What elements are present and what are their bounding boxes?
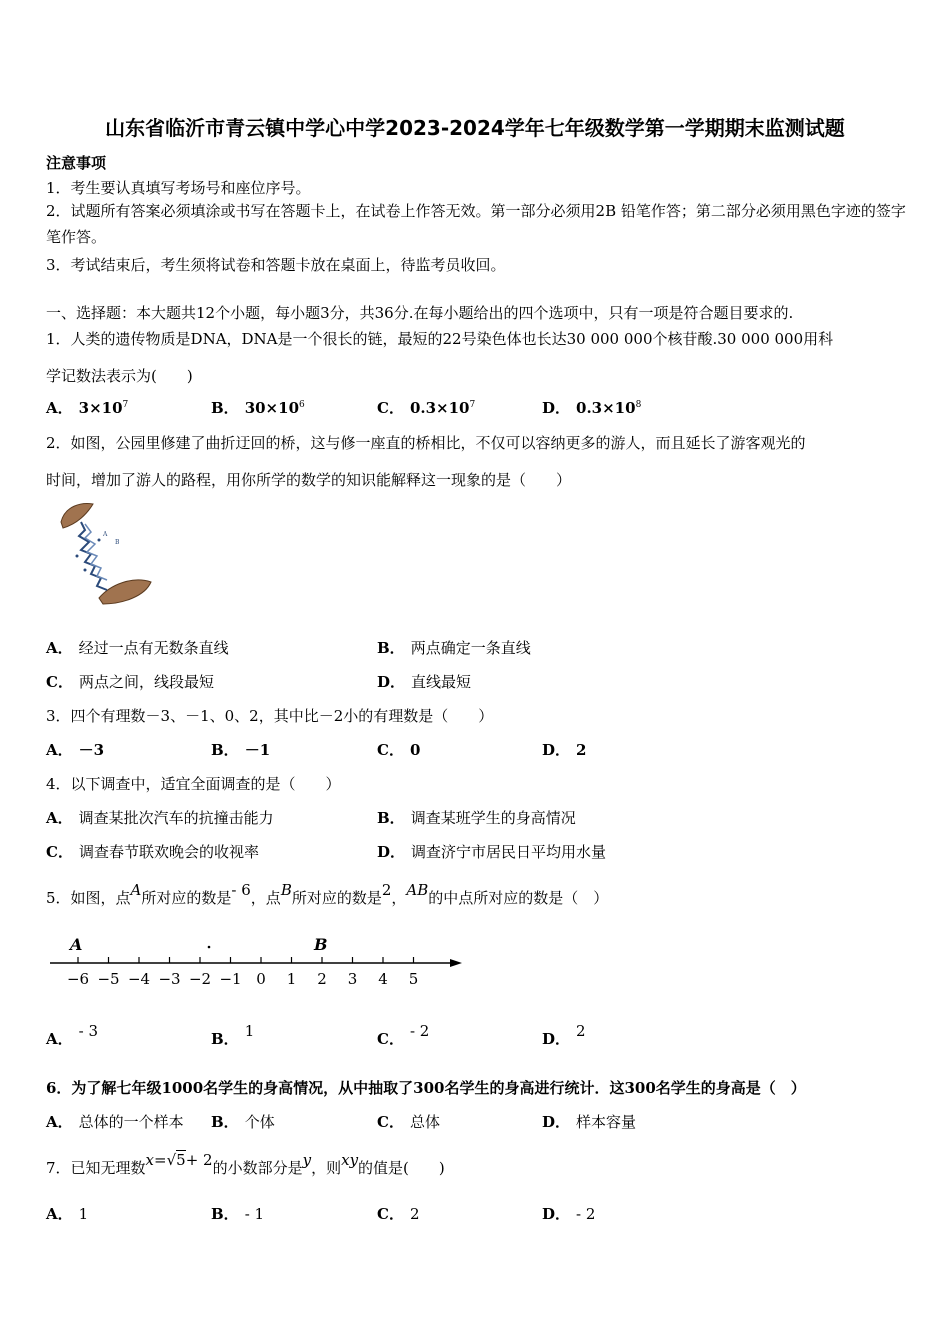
q1-option-b[interactable] xyxy=(211,397,305,418)
option-letter: C． xyxy=(46,673,73,691)
option-exponent: 7 xyxy=(122,400,129,410)
bank-bottom xyxy=(99,580,151,604)
segment-ab: AB xyxy=(406,881,429,899)
q4-option-b[interactable] xyxy=(377,807,576,828)
q2-option-a[interactable] xyxy=(46,637,229,658)
q3-option-c[interactable] xyxy=(377,739,420,760)
page-title: 山东省临沂市青云镇中学心中学2023-2024学年七年级数学第一学期期末监测试题 xyxy=(105,116,845,140)
option-text: 调查某班学生的身高情况 xyxy=(410,809,576,827)
visitor-dot xyxy=(84,569,87,572)
formula-radicand: 5 xyxy=(176,1151,186,1169)
notice-heading: 注意事项 xyxy=(46,154,107,172)
point-a: A xyxy=(130,881,142,899)
option-letter: B． xyxy=(211,1113,239,1131)
option-text: 总体 xyxy=(409,1113,440,1131)
bridge-figure xyxy=(55,500,155,605)
notice-item-2: 2．试题所有答案必须填涂或书写在答题卡上，在试卷上作答无效。第一部分必须用2B 铅笔作答；第二部分必须用黑色字迹的签字笔作答。 xyxy=(46,202,906,246)
option-letter: A． xyxy=(46,741,73,759)
tick-label: 2 xyxy=(317,970,327,988)
option-text: 2 xyxy=(576,1022,586,1040)
tick-label: 5 xyxy=(408,970,419,988)
q5-option-d[interactable] xyxy=(542,1022,586,1049)
option-letter: D． xyxy=(377,673,406,691)
q1-option-c[interactable] xyxy=(377,397,475,418)
q1-stem-line2: 学记数法表示为( ) xyxy=(46,367,193,385)
option-letter: C． xyxy=(46,843,73,861)
q3-option-d[interactable] xyxy=(542,739,586,760)
option-text: 2 xyxy=(409,1205,420,1223)
tick-label: −2 xyxy=(188,970,212,988)
q5-text: 所对应的数是 xyxy=(291,889,382,907)
q7-text: 的小数部分是 xyxy=(212,1159,303,1177)
value-b: 2 xyxy=(381,881,392,899)
q4-option-c[interactable] xyxy=(46,841,259,862)
q3-stem: 3．四个有理数－3、－1、0、2，其中比－2小的有理数是（ ） xyxy=(46,707,494,725)
tick-label: −6 xyxy=(66,970,90,988)
tick-label: −4 xyxy=(127,970,151,988)
q1-option-a[interactable] xyxy=(46,397,128,418)
formula-x: x xyxy=(145,1151,155,1169)
label-a: A xyxy=(70,935,83,954)
q7-stem xyxy=(46,1151,445,1178)
bank-top xyxy=(61,504,93,528)
q7-text: 的值是( ) xyxy=(358,1159,445,1177)
tick-label: 0 xyxy=(256,970,266,988)
option-base: 0.3×10 xyxy=(576,399,636,417)
option-letter: B． xyxy=(211,741,239,759)
option-letter: B． xyxy=(211,1030,239,1048)
option-text: 直线最短 xyxy=(411,673,472,691)
number-line xyxy=(46,930,466,995)
option-letter: D． xyxy=(542,1113,571,1131)
option-text: 调查春节联欢晚会的收视率 xyxy=(78,843,259,861)
q6-option-c[interactable] xyxy=(377,1111,440,1132)
option-exponent: 8 xyxy=(635,400,642,410)
tick-label: 1 xyxy=(286,970,297,988)
q5-option-a[interactable] xyxy=(46,1022,99,1049)
option-letter: A． xyxy=(46,639,73,657)
option-text: 个体 xyxy=(244,1113,275,1131)
q6-option-a[interactable] xyxy=(46,1111,184,1132)
visitor-dot xyxy=(98,539,101,542)
option-text: 调查济宁市居民日平均用水量 xyxy=(411,843,607,861)
q2-option-d[interactable] xyxy=(377,671,471,692)
q5-option-b[interactable] xyxy=(211,1022,255,1049)
midpoint-dot xyxy=(208,946,211,949)
number-line-arrow xyxy=(450,959,462,967)
option-letter: A． xyxy=(46,1030,73,1048)
q5-text: ，点 xyxy=(250,889,281,907)
option-letter: A． xyxy=(46,809,73,827)
q7-text: ，则 xyxy=(311,1159,342,1177)
q5-text: 所对应的数是 xyxy=(141,889,232,907)
option-letter: C． xyxy=(377,1113,404,1131)
q7-option-b[interactable] xyxy=(211,1203,264,1224)
q4-stem: 4．以下调查中，适宜全面调查的是（ ） xyxy=(46,775,341,793)
option-exponent: 7 xyxy=(469,400,476,410)
option-text: - 2 xyxy=(409,1022,430,1040)
tick-label: −1 xyxy=(219,970,242,988)
option-text: - 1 xyxy=(244,1205,265,1223)
option-letter: C． xyxy=(377,1205,404,1223)
option-base: 30×10 xyxy=(244,399,300,417)
option-letter: C． xyxy=(377,1030,404,1048)
q7-text: 7．已知无理数 xyxy=(46,1159,146,1177)
q7-option-a[interactable] xyxy=(46,1203,88,1224)
q5-text: ， xyxy=(391,889,407,907)
q3-option-b[interactable] xyxy=(211,739,270,760)
option-letter: C． xyxy=(377,399,404,417)
option-text: 两点之间，线段最短 xyxy=(78,673,214,691)
option-text: －1 xyxy=(244,741,271,759)
q2-option-c[interactable] xyxy=(46,671,214,692)
var-xy: xy xyxy=(341,1151,359,1169)
notice-item-3: 3．考试结束后，考生须将试卷和答题卡放在桌面上，待监考员收回。 xyxy=(46,256,506,274)
option-text: 调查某批次汽车的抗撞击能力 xyxy=(78,809,274,827)
option-text: 总体的一个样本 xyxy=(78,1113,184,1131)
option-text: 样本容量 xyxy=(576,1113,637,1131)
q6-option-b[interactable] xyxy=(211,1111,275,1132)
q2-option-b[interactable] xyxy=(377,637,531,658)
option-letter: B． xyxy=(377,639,405,657)
visitor-dot xyxy=(76,555,79,558)
option-letter: B． xyxy=(211,399,239,417)
option-text: 1 xyxy=(78,1205,89,1223)
q5-text: 的中点所对应的数是（ ） xyxy=(428,889,609,907)
var-y: y xyxy=(302,1151,312,1169)
point-b: B xyxy=(280,881,292,899)
figure-label-a: A xyxy=(103,531,108,538)
option-text: －3 xyxy=(78,741,105,759)
tick-group xyxy=(67,957,418,988)
q3-option-a[interactable] xyxy=(46,739,104,760)
option-letter: D． xyxy=(542,1030,571,1048)
section-heading: 一、选择题：本大题共12个小题，每小题3分，共36分.在每小题给出的四个选项中，只有一项是符合题目要求的. xyxy=(46,304,794,322)
q5-text: 5．如图，点 xyxy=(46,889,131,907)
q6-stem: 6．为了解七年级1000名学生的身高情况，从中抽取了300名学生的身高进行统计．这300名学生的身高是（ ） xyxy=(46,1079,806,1097)
option-letter: A． xyxy=(46,399,73,417)
sqrt-icon: √ xyxy=(166,1151,177,1169)
option-letter: D． xyxy=(542,1205,571,1223)
option-text: 0 xyxy=(409,741,421,759)
notice-item-1: 1．考生要认真填写考场号和座位序号。 xyxy=(46,179,311,197)
option-letter: B． xyxy=(377,809,405,827)
option-letter: C． xyxy=(377,741,404,759)
tick-label: −5 xyxy=(97,970,120,988)
q2-stem-line1: 2．如图，公园里修建了曲折迂回的桥，这与修一座直的桥相比，不仅可以容纳更多的游人，而且延长了游客观光的 xyxy=(46,434,806,452)
option-letter: D． xyxy=(377,843,406,861)
option-text: - 3 xyxy=(78,1022,99,1040)
tick-label: 4 xyxy=(378,970,388,988)
q2-stem-line2: 时间，增加了游人的路程，用你所学的数学的知识能解释这一现象的是（ ） xyxy=(46,471,572,489)
option-base: 0.3×10 xyxy=(409,399,470,417)
option-text: 2 xyxy=(576,741,587,759)
label-b: B xyxy=(314,935,328,954)
q7-option-d[interactable] xyxy=(542,1203,595,1224)
q4-option-a[interactable] xyxy=(46,807,274,828)
option-text: 两点确定一条直线 xyxy=(410,639,531,657)
option-letter: D． xyxy=(542,399,571,417)
option-letter: B． xyxy=(211,1205,239,1223)
q1-stem-line1: 1．人类的遗传物质是DNA，DNA是一个很长的链，最短的22号染色体也长达30 000 000个核苷酸.30 000 000用科 xyxy=(46,330,834,348)
q5-option-c[interactable] xyxy=(377,1022,430,1049)
formula-plus-two: + 2 xyxy=(185,1151,213,1169)
option-text: 1 xyxy=(244,1022,255,1040)
option-text: - 2 xyxy=(576,1205,596,1223)
option-base: 3×10 xyxy=(78,399,123,417)
tick-label: 3 xyxy=(347,970,358,988)
tick-label: −3 xyxy=(158,970,181,988)
option-text: 经过一点有无数条直线 xyxy=(78,639,229,657)
figure-label-b: B xyxy=(115,539,120,546)
option-letter: D． xyxy=(542,741,571,759)
q1-option-d[interactable] xyxy=(542,397,641,418)
q4-option-d[interactable] xyxy=(377,841,606,862)
q6-option-d[interactable] xyxy=(542,1111,636,1132)
option-exponent: 6 xyxy=(299,400,305,410)
value-a: - 6 xyxy=(231,881,251,899)
option-letter: A． xyxy=(46,1205,73,1223)
formula-equals: = xyxy=(154,1151,167,1169)
option-letter: A． xyxy=(46,1113,73,1131)
q5-stem xyxy=(46,881,609,908)
q7-option-c[interactable] xyxy=(377,1203,420,1224)
